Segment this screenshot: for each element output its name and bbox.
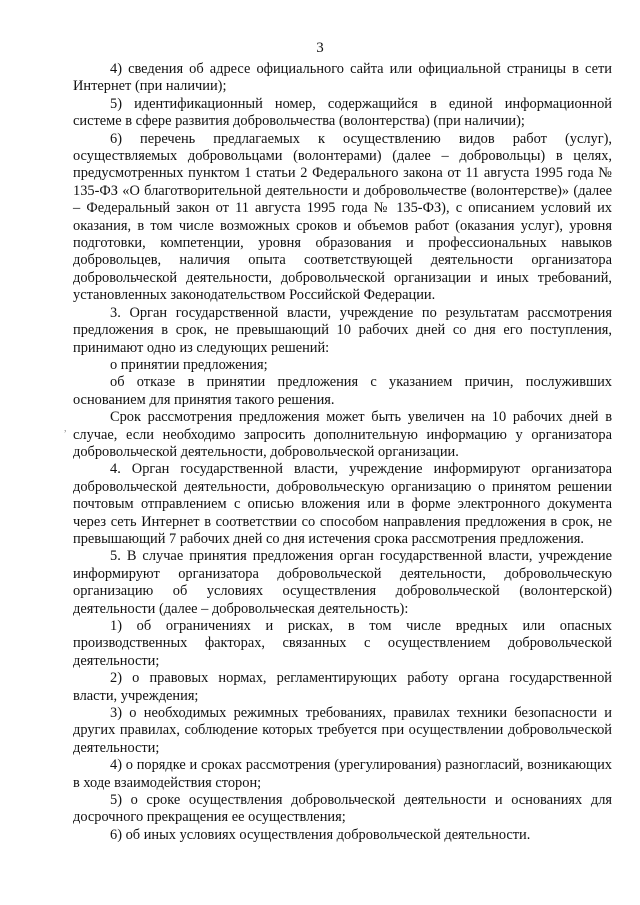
- paragraph-section-4: 4. Орган государственной власти, учреждение информируют организатора добровольческой деятельности, добровольческую организацию о принятом решении почтовым отправлением с описью вложения или в форме электронного документа через сеть Интернет в соответствии со способом направления предложения в срок, не превышающий 7 рабочих дней со дня истечения срока рассмотрения предложения.: [73, 461, 612, 547]
- paragraph-decision-reject: об отказе в принятии предложения с указанием причин, послуживших основанием для принятия такого решения.: [73, 374, 612, 408]
- margin-mark: ,: [64, 423, 67, 434]
- paragraph-condition-1: 1) об ограничениях и рисках, в том числе вредных или опасных производственных факторах, связанных с осуществлением добровольческой деятельности;: [73, 618, 612, 669]
- paragraph-item-4: 4) сведения об адресе официального сайта или официальной страницы в сети Интернет (при наличии);: [73, 61, 612, 95]
- document-body: [73, 61, 612, 844]
- paragraph-condition-3: 3) о необходимых режимных требованиях, правилах техники безопасности и других правилах, соблюдение которых требуется при осуществлении добровольческой деятельности;: [73, 705, 612, 756]
- paragraph-section-3: 3. Орган государственной власти, учреждение по результатам рассмотрения предложения в срок, не превышающий 10 рабочих дней со дня его поступления, принимают одно из следующих решений:: [73, 304, 612, 356]
- paragraph-extension: Срок рассмотрения предложения может быть увеличен на 10 рабочих дней в случае, если необходимо запросить дополнительную информацию у организатора добровольческой деятельности, добровольческой организации.: [73, 409, 612, 460]
- paragraph-condition-4: 4) о порядке и сроках рассмотрения (урегулирования) разногласий, возникающих в ходе взаимодействия сторон;: [73, 757, 612, 791]
- paragraph-decision-accept: о принятии предложения;: [110, 356, 268, 373]
- paragraph-section-5: 5. В случае принятия предложения орган государственной власти, учреждение информируют организатора добровольческой деятельности, добровольческую организацию об условиях осуществления добровольческой (волонтерской) деятельности (далее – добровольческая деятельность):: [73, 548, 612, 617]
- paragraph-condition-6: 6) об иных условиях осуществления добровольческой деятельности.: [110, 826, 531, 843]
- paragraph-condition-2: 2) о правовых нормах, регламентирующих работу органа государственной власти, учреждения;: [73, 670, 612, 704]
- paragraph-condition-5: 5) о сроке осуществления добровольческой деятельности и основаниях для досрочного прекращения ее осуществления;: [73, 792, 612, 826]
- paragraph-item-6: 6) перечень предлагаемых к осуществлению видов работ (услуг), осуществляемых добровольцами (волонтерами) (далее – добровольцы) в целях, предусмотренных пунктом 1 статьи 2 Федерального закона от 11 августа 1995 года № 135-ФЗ «О благотворительной деятельности и добровольчестве (волонтерстве)» (далее – Федеральный закон от 11 августа 1995 года № 135-ФЗ), с описанием условий их оказания, в том числе возможных сроков и объемов работ (оказания услуг), уровня подготовки, компетенции, уровня образования и профессиональных навыков добровольцев, наличия опыта соответствующей деятельности организатора добровольческой деятельности, добровольческой организации и иных требований, установленных законодательством Российской Федерации.: [73, 130, 612, 304]
- paragraph-item-5: 5) идентификационный номер, содержащийся в единой информационной системе в сфере развития добровольчества (волонтерства) (при наличии);: [73, 95, 612, 130]
- page-number: 3: [316, 40, 324, 56]
